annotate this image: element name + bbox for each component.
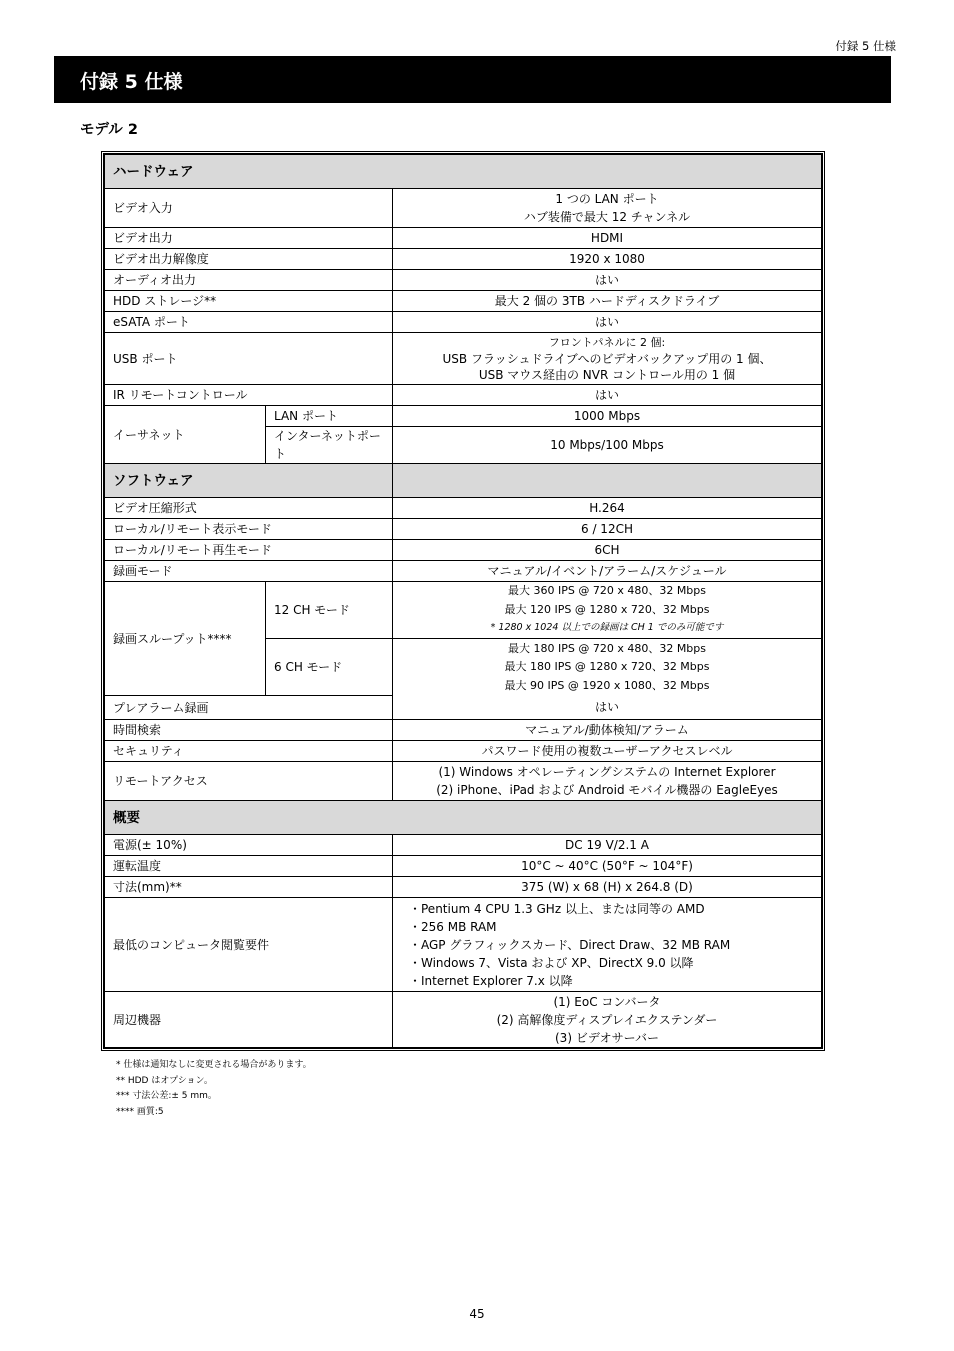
section-blank [393,464,822,498]
table-row [105,385,822,406]
spec-value: 6CH [393,540,822,561]
spec-label: イーサネット [105,406,266,464]
general-section-row [105,801,822,835]
table-row [105,540,822,561]
table-row [105,720,822,741]
spec-value: 1000 Mbps [393,406,822,427]
spec-value: 最大 360 IPS @ 720 x 480、32 Mbps 最大 120 IPS @ 1280 x 720、32 Mbps * 1280 x 1024 以上での録画は CH 1 でのみ可能です [393,582,822,639]
table-row [105,333,822,385]
table-row [105,291,822,312]
spec-label: ローカル/リモート表示モード [105,519,393,540]
spec-label: セキュリティ [105,741,393,762]
spec-value: DC 19 V/2.1 A [393,835,822,856]
spec-value: パスワード使用の複数ユーザーアクセスレベル [393,741,822,762]
list-item: ・Pentium 4 CPU 1.3 GHz 以上、または同等の AMD [409,901,705,916]
spec-label: 運転温度 [105,856,393,877]
table-row [105,519,822,540]
spec-value: HDMI [393,228,822,249]
spec-value: マニュアル/動体検知/アラーム [393,720,822,741]
spec-value: はい [393,385,822,406]
running-header: 付録 5 仕様 [835,39,896,53]
spec-table [101,151,825,1051]
spec-value: 10 Mbps/100 Mbps [393,427,822,464]
table-row [105,741,822,762]
spec-sublabel: LAN ポート [266,406,393,427]
list-item: ・Internet Explorer 7.x 以降 [409,973,573,988]
spec-value: (1) Windows オペレーティングシステムの Internet Explorer (2) iPhone、iPad および Android モバイル機器の EagleEyes [393,762,822,801]
spec-sublabel: 12 CH モード [266,582,393,639]
footnote: ** HDD はオプション。 [116,1075,213,1086]
spec-label: ビデオ圧縮形式 [105,498,393,519]
table-row [105,228,822,249]
table-row [105,696,822,720]
spec-label: ビデオ出力解像度 [105,249,393,270]
spec-label: eSATA ポート [105,312,393,333]
table-row [105,189,822,228]
spec-value [393,898,822,992]
table-row [105,856,822,877]
spec-value: はい [393,312,822,333]
spec-value: 最大 2 個の 3TB ハードディスクドライブ [393,291,822,312]
list-item: ・AGP グラフィックスカード、Direct Draw、32 MB RAM [409,937,731,952]
appendix-title: 付録 5 仕様 [80,71,183,93]
spec-value: フロントパネルに 2 個: USB フラッシュドライブへのビデオバックアップ用の 1 個、 USB マウス経由の NVR コントロール用の 1 個 [393,333,822,385]
spec-label: 録画モード [105,561,393,582]
footnotes [116,1058,312,1120]
list-item: ・Windows 7、Vista および XP、DirectX 9.0 以降 [409,955,694,970]
spec-label: ビデオ入力 [105,189,393,228]
table-row [105,406,822,427]
spec-label: 最低のコンピュータ閲覧要件 [105,898,393,992]
spec-sublabel: 6 CH モード [266,639,393,696]
spec-label: オーディオ出力 [105,270,393,291]
spec-value: 1 つの LAN ポート ハブ装備で最大 12 チャンネル [393,189,822,228]
table-row [105,270,822,291]
footnote: **** 画質:5 [116,1106,164,1117]
table-row [105,498,822,519]
spec-value: はい [393,270,822,291]
list-item: ・256 MB RAM [409,919,497,934]
section-title: 概要 [105,801,822,835]
table-row [105,561,822,582]
footnote: *** 寸法公差:± 5 mm。 [116,1091,217,1101]
spec-label: 録画スループット**** [105,582,266,696]
spec-label: 周辺機器 [105,992,393,1048]
spec-label: 電源(± 10%) [105,835,393,856]
table-row [105,898,822,992]
spec-value: はい [393,696,822,720]
spec-value: 6 / 12CH [393,519,822,540]
table-row [105,992,822,1048]
spec-value: 10°C ~ 40°C (50°F ~ 104°F) [393,856,822,877]
software-section-row [105,464,822,498]
section-title: ソフトウェア [105,464,393,498]
spec-label: 時間検索 [105,720,393,741]
section-title: ハードウェア [105,155,822,189]
model-heading: モデル 2 [80,122,138,138]
table-row [105,312,822,333]
appendix-title-banner [54,56,891,103]
table-row [105,877,822,898]
table-row [105,835,822,856]
spec-value: 1920 x 1080 [393,249,822,270]
table-row [105,582,822,639]
spec-value: H.264 [393,498,822,519]
spec-label: ビデオ出力 [105,228,393,249]
spec-label: USB ポート [105,333,393,385]
footnote: * 仕様は通知なしに変更される場合があります。 [116,1060,312,1070]
spec-value: 最大 180 IPS @ 720 x 480、32 Mbps 最大 180 IPS @ 1280 x 720、32 Mbps 最大 90 IPS @ 1920 x 1080、32 Mbps [393,639,822,696]
hardware-section-row [105,155,822,189]
spec-label: HDD ストレージ** [105,291,393,312]
table-row [105,762,822,801]
spec-label: 寸法(mm)** [105,877,393,898]
page-number: 45 [469,1307,485,1321]
table-row [105,249,822,270]
spec-label: IR リモートコントロール [105,385,393,406]
spec-value: 375 (W) x 68 (H) x 264.8 (D) [393,877,822,898]
spec-label: リモートアクセス [105,762,393,801]
spec-value: マニュアル/イベント/アラーム/スケジュール [393,561,822,582]
spec-label: ローカル/リモート再生モード [105,540,393,561]
spec-label: プレアラーム録画 [105,696,393,720]
spec-sublabel: インターネットポート [266,427,393,464]
spec-value: (1) EoC コンバータ (2) 高解像度ディスプレイエクステンダー (3) ビデオサーバー [393,992,822,1048]
